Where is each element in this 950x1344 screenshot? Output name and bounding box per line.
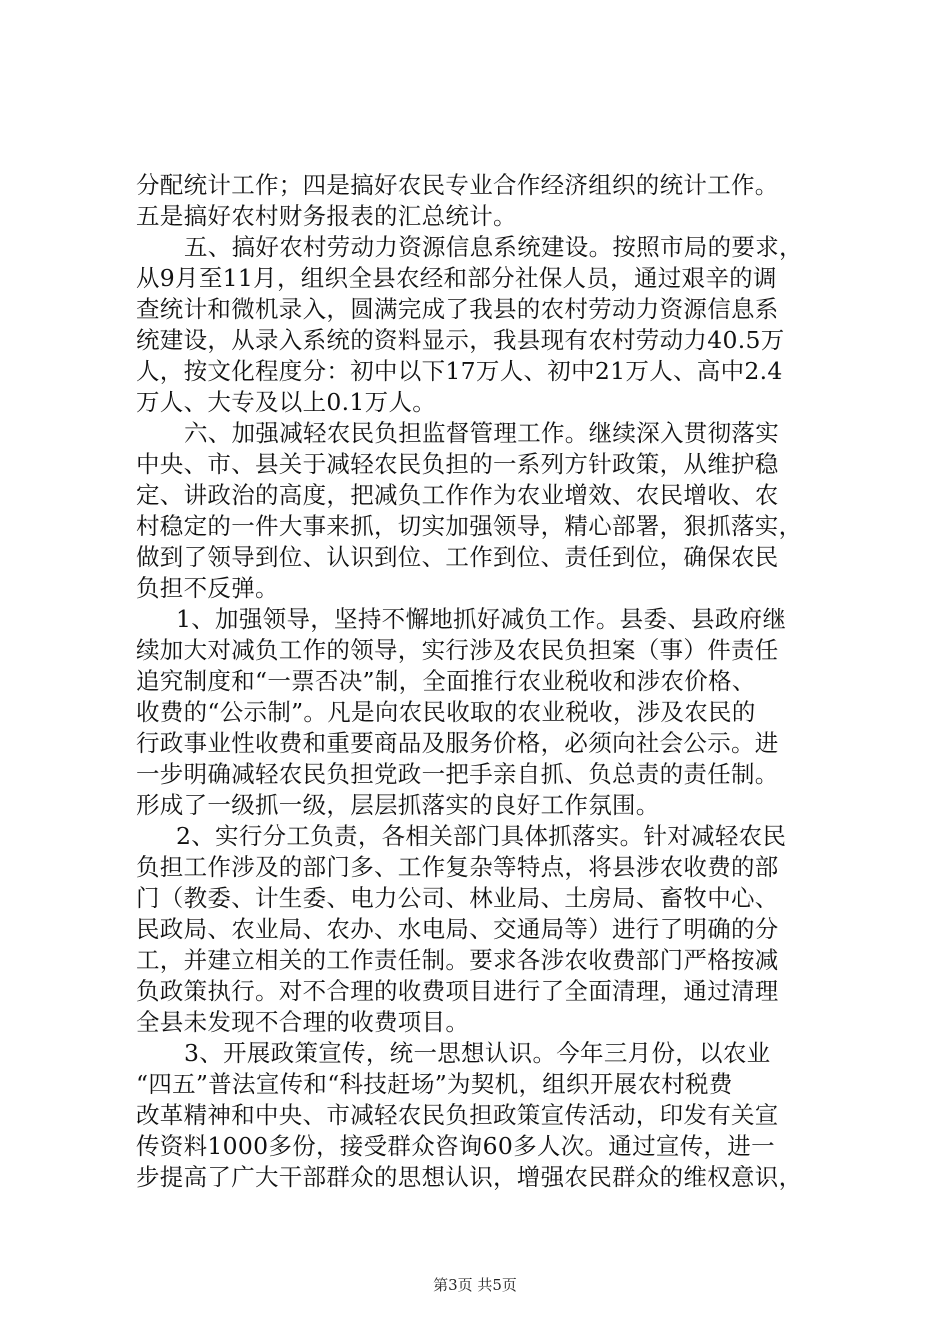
text-line: 3、开展政策宣传，统一思想认识。今年三月份，以农业	[184, 1039, 771, 1067]
paragraph-section-five	[136, 232, 856, 418]
paragraph-item-one	[136, 604, 856, 821]
text-line: 改革精神和中央、市减轻农民负担政策宣传活动，印发有关宣	[136, 1101, 779, 1129]
text-line: 步提高了广大干部群众的思想认识，增强农民群众的维权意识，	[136, 1163, 803, 1191]
text-line: 1、加强领导，坚持不懈地抓好减负工作。县委、县政府继	[176, 605, 787, 633]
text-line: “四五”普法宣传和“科技赶场”为契机，组织开展农村税费	[136, 1070, 733, 1098]
text-line: 查统计和微机录入，圆满完成了我县的农村劳动力资源信息系	[136, 295, 779, 323]
text-line: 形成了一级抓一级，层层抓落实的良好工作氛围。	[136, 791, 660, 819]
text-line: 负政策执行。对不合理的收费项目进行了全面清理，通过清理	[136, 977, 779, 1005]
text-line: 追究制度和“一票否决”制，全面推行农业税收和涉农价格、	[136, 667, 756, 695]
paragraph-section-six	[136, 418, 856, 604]
document-body	[136, 170, 856, 1193]
text-line: 收费的“公示制”。凡是向农民收取的农业税收，涉及农民的	[136, 698, 756, 726]
text-line: 负担工作涉及的部门多、工作复杂等特点，将县涉农收费的部	[136, 853, 779, 881]
text-line: 定、讲政治的高度，把减负工作作为农业增效、农民增收、农	[136, 481, 779, 509]
text-line: 五、搞好农村劳动力资源信息系统建设。按照市局的要求，	[184, 233, 803, 261]
text-line: 2、实行分工负责，各相关部门具体抓落实。针对减轻农民	[176, 822, 787, 850]
paragraph-continued-stats	[136, 170, 856, 232]
text-line: 行政事业性收费和重要商品及服务价格，必须向社会公示。进	[136, 729, 779, 757]
text-line: 做到了领导到位、认识到位、工作到位、责任到位，确保农民	[136, 543, 779, 571]
paragraph-item-two	[136, 821, 856, 1038]
text-line: 人，按文化程度分：初中以下17万人、初中21万人、高中2.4	[136, 357, 783, 385]
text-line: 续加大对减负工作的领导，实行涉及农民负担案（事）件责任	[136, 636, 779, 664]
text-line: 全县未发现不合理的收费项目。	[136, 1008, 470, 1036]
text-line: 民政局、农业局、农办、水电局、交通局等）进行了明确的分	[136, 915, 779, 943]
text-line: 统建设，从录入系统的资料显示，我县现有农村劳动力40.5万	[136, 326, 785, 354]
text-line: 负担不反弹。	[136, 574, 279, 602]
text-line: 传资料1000多份，接受群众咨询60多人次。通过宣传，进一	[136, 1132, 775, 1160]
text-line: 分配统计工作；四是搞好农民专业合作经济组织的统计工作。	[136, 171, 779, 199]
page-footer: 第3页 共5页	[433, 1276, 517, 1294]
text-line: 一步明确减轻农民负担党政一把手亲自抓、负总责的责任制。	[136, 760, 779, 788]
text-line: 万人、大专及以上0.1万人。	[136, 388, 437, 416]
text-line: 五是搞好农村财务报表的汇总统计。	[136, 202, 517, 230]
text-line: 中央、市、县关于减轻农民负担的一系列方针政策，从维护稳	[136, 450, 779, 478]
text-line: 六、加强减轻农民负担监督管理工作。继续深入贯彻落实	[184, 419, 779, 447]
text-line: 从9月至11月，组织全县农经和部分社保人员，通过艰辛的调	[136, 264, 777, 292]
text-line: 村稳定的一件大事来抓，切实加强领导，精心部署，狠抓落实，	[136, 512, 803, 540]
text-line: 门（教委、计生委、电力公司、林业局、土房局、畜牧中心、	[136, 884, 779, 912]
text-line: 工，并建立相关的工作责任制。要求各涉农收费部门严格按减	[136, 946, 779, 974]
paragraph-item-three	[136, 1038, 856, 1193]
